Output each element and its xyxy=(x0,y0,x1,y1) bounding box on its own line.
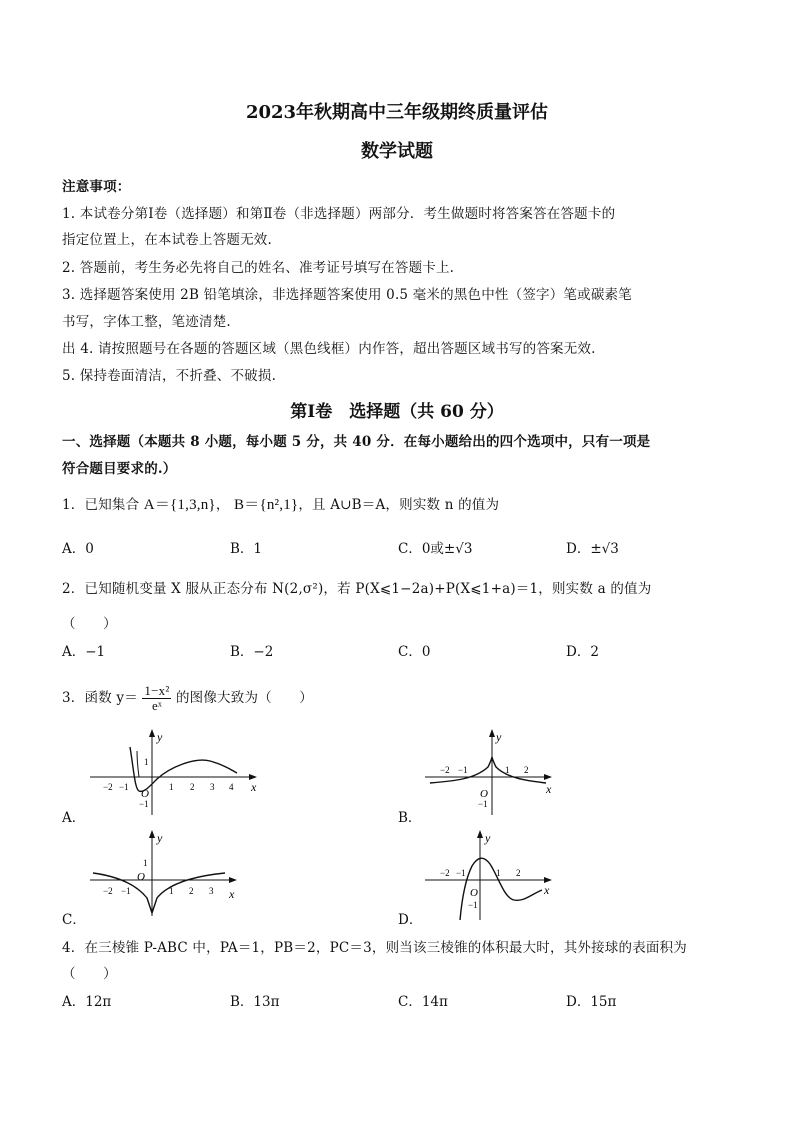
q3-denominator: eˣ xyxy=(151,698,162,713)
graph-a-tick-yneg1: −1 xyxy=(139,799,149,809)
q2-option-b: B．−2 xyxy=(230,644,274,660)
graph-c-tick-3: 3 xyxy=(209,886,214,896)
q3-option-d: D． xyxy=(398,912,423,928)
graph-d xyxy=(420,828,560,923)
q4-option-d: D．15π xyxy=(566,994,617,1010)
q2-option-d: D．2 xyxy=(566,644,599,660)
section-title: 第Ⅰ卷 选择题（共 60 分） xyxy=(290,402,504,422)
q4-option-b: B．13π xyxy=(230,994,280,1010)
graph-a-tick-2: 2 xyxy=(190,782,195,792)
graph-d-tick-yneg1: −1 xyxy=(468,900,478,910)
graph-d-tick-neg2: −2 xyxy=(440,868,450,878)
q2-option-a: A．−1 xyxy=(62,644,106,660)
q2-paren: （ ） xyxy=(62,616,117,632)
notes-heading: 注意事项： xyxy=(62,179,131,195)
graph-d-origin: O xyxy=(470,887,478,899)
graph-d-tick-2: 2 xyxy=(516,868,521,878)
graph-a xyxy=(85,727,265,817)
graph-b-x-label: x xyxy=(546,782,552,796)
q3-numerator: 1−x² xyxy=(144,683,170,698)
question-4: 4．在三棱锥 P-ABC 中，PA＝1，PB＝2，PC＝3，则当该三棱锥的体积最大时，其外接球的表面积为 xyxy=(62,940,688,956)
note-line-7: 5. 保持卷面清洁，不折叠、不破损. xyxy=(62,368,277,384)
q3-option-b: B． xyxy=(398,810,422,826)
graph-a-y-label: y xyxy=(157,730,163,744)
q1-condition: ，且 A∪B＝A，则实数 n 的值为 xyxy=(298,497,500,513)
graph-a-tick-1: 1 xyxy=(169,782,174,792)
q3-fraction xyxy=(142,684,171,713)
q3-option-a: A． xyxy=(62,810,86,826)
q4-option-c: C．14π xyxy=(398,994,448,1010)
graph-a-x-label: x xyxy=(251,780,257,794)
graph-c xyxy=(85,828,245,918)
exam-subtitle: 数学试题 xyxy=(361,141,433,162)
graph-d-y-arrow xyxy=(477,830,483,838)
graph-c-origin: O xyxy=(137,871,145,883)
graph-c-tick-1: 1 xyxy=(169,886,174,896)
section-instruction-2: 符合题目要求的.） xyxy=(62,461,177,477)
graph-b-x-arrow xyxy=(544,774,552,780)
graph-a-tick-4: 4 xyxy=(229,782,234,792)
graph-b xyxy=(420,727,560,817)
graph-a-tick-neg2: −2 xyxy=(103,782,113,792)
graph-d-y-label: y xyxy=(485,831,491,845)
graph-d-tick-1: 1 xyxy=(496,868,501,878)
graph-a-origin: O xyxy=(141,788,149,800)
graph-a-curve xyxy=(130,747,237,791)
note-line-4: 3. 选择题答案使用 2B 铅笔填涂，非选择题答案使用 0.5 毫米的黑色中性（签字）笔或碳素笔 xyxy=(62,287,632,303)
q1-prefix: 1．已知集合 xyxy=(62,497,140,513)
graph-a-left-branch xyxy=(137,751,139,777)
q3-suffix: 的图像大致为（ ） xyxy=(175,690,313,706)
graph-c-curve xyxy=(93,873,225,913)
graph-a-y-arrow xyxy=(149,729,155,737)
graph-d-x-label: x xyxy=(544,883,550,897)
q4-paren: （ ） xyxy=(62,966,117,982)
graph-b-tick-neg2: −2 xyxy=(440,765,450,775)
graph-c-tick-neg1: −1 xyxy=(121,886,131,896)
graph-b-tick-yneg1: −1 xyxy=(478,799,488,809)
exam-title: 2023年秋期高中三年级期终质量评估 xyxy=(245,102,549,123)
graph-c-y-label: y xyxy=(157,831,163,845)
question-3 xyxy=(62,684,313,713)
graph-b-tick-1: 1 xyxy=(505,765,510,775)
q2-option-c: C．0 xyxy=(398,644,431,660)
graph-b-origin: O xyxy=(480,788,488,800)
q3-option-c: C． xyxy=(62,912,86,928)
note-line-1: 1. 本试卷分第Ⅰ卷（选择题）和第Ⅱ卷（非选择题）两部分．考生做题时将答案答在答题卡的 xyxy=(62,206,616,222)
q1-option-d: D．±√3 xyxy=(566,541,619,557)
question-1: 1．已知集合 A＝{1,3,n}， B＝{n²,1}，且 A∪B＝A，则实数 n 的值为 xyxy=(62,497,500,513)
graph-c-tick-neg2: −2 xyxy=(103,886,113,896)
question-2: 2．已知随机变量 X 服从正态分布 N(2,σ²)，若 P(X⩽1−2a)+P(X⩽1+a)＝1，则实数 a 的值为 xyxy=(62,581,652,597)
graph-c-y-arrow xyxy=(149,830,155,838)
q1-option-b: B．1 xyxy=(230,541,263,557)
graph-a-tick-y1: 1 xyxy=(144,757,149,767)
graph-a-tick-neg1: −1 xyxy=(119,782,129,792)
note-line-6: 出 4. 请按照题号在各题的答题区域（黑色线框）内作答，超出答题区域书写的答案无效. xyxy=(62,341,596,357)
graph-b-tick-2: 2 xyxy=(524,765,529,775)
graph-d-tick-neg1: −1 xyxy=(456,868,466,878)
section-instruction-1: 一、选择题（本题共 8 小题，每小题 5 分，共 40 分．在每小题给出的四个选项中，只有一项是 xyxy=(62,434,651,450)
graph-a-tick-3: 3 xyxy=(210,782,215,792)
q1-option-a: A．0 xyxy=(62,541,94,557)
graph-c-x-arrow xyxy=(229,877,237,883)
graph-c-tick-2: 2 xyxy=(189,886,194,896)
q1-option-c: C．0或±√3 xyxy=(398,541,473,557)
graph-b-y-arrow xyxy=(489,729,495,737)
q3-prefix: 3．函数 y＝ xyxy=(62,690,138,706)
q1-set-b: B＝{n²,1} xyxy=(234,497,299,513)
note-line-5: 书写，字体工整，笔迹清楚. xyxy=(62,314,231,330)
note-line-2: 指定位置上，在本试卷上答题无效. xyxy=(62,232,272,248)
note-line-3: 2. 答题前，考生务必先将自己的姓名、准考证号填写在答题卡上. xyxy=(62,260,455,276)
graph-c-x-label: x xyxy=(229,887,235,901)
q1-set-a: A＝{1,3,n} xyxy=(143,497,216,513)
graph-b-y-label: y xyxy=(496,730,502,744)
q4-option-a: A．12π xyxy=(62,994,112,1010)
graph-c-tick-y1: 1 xyxy=(143,858,148,868)
graph-b-tick-neg1: −1 xyxy=(458,765,468,775)
